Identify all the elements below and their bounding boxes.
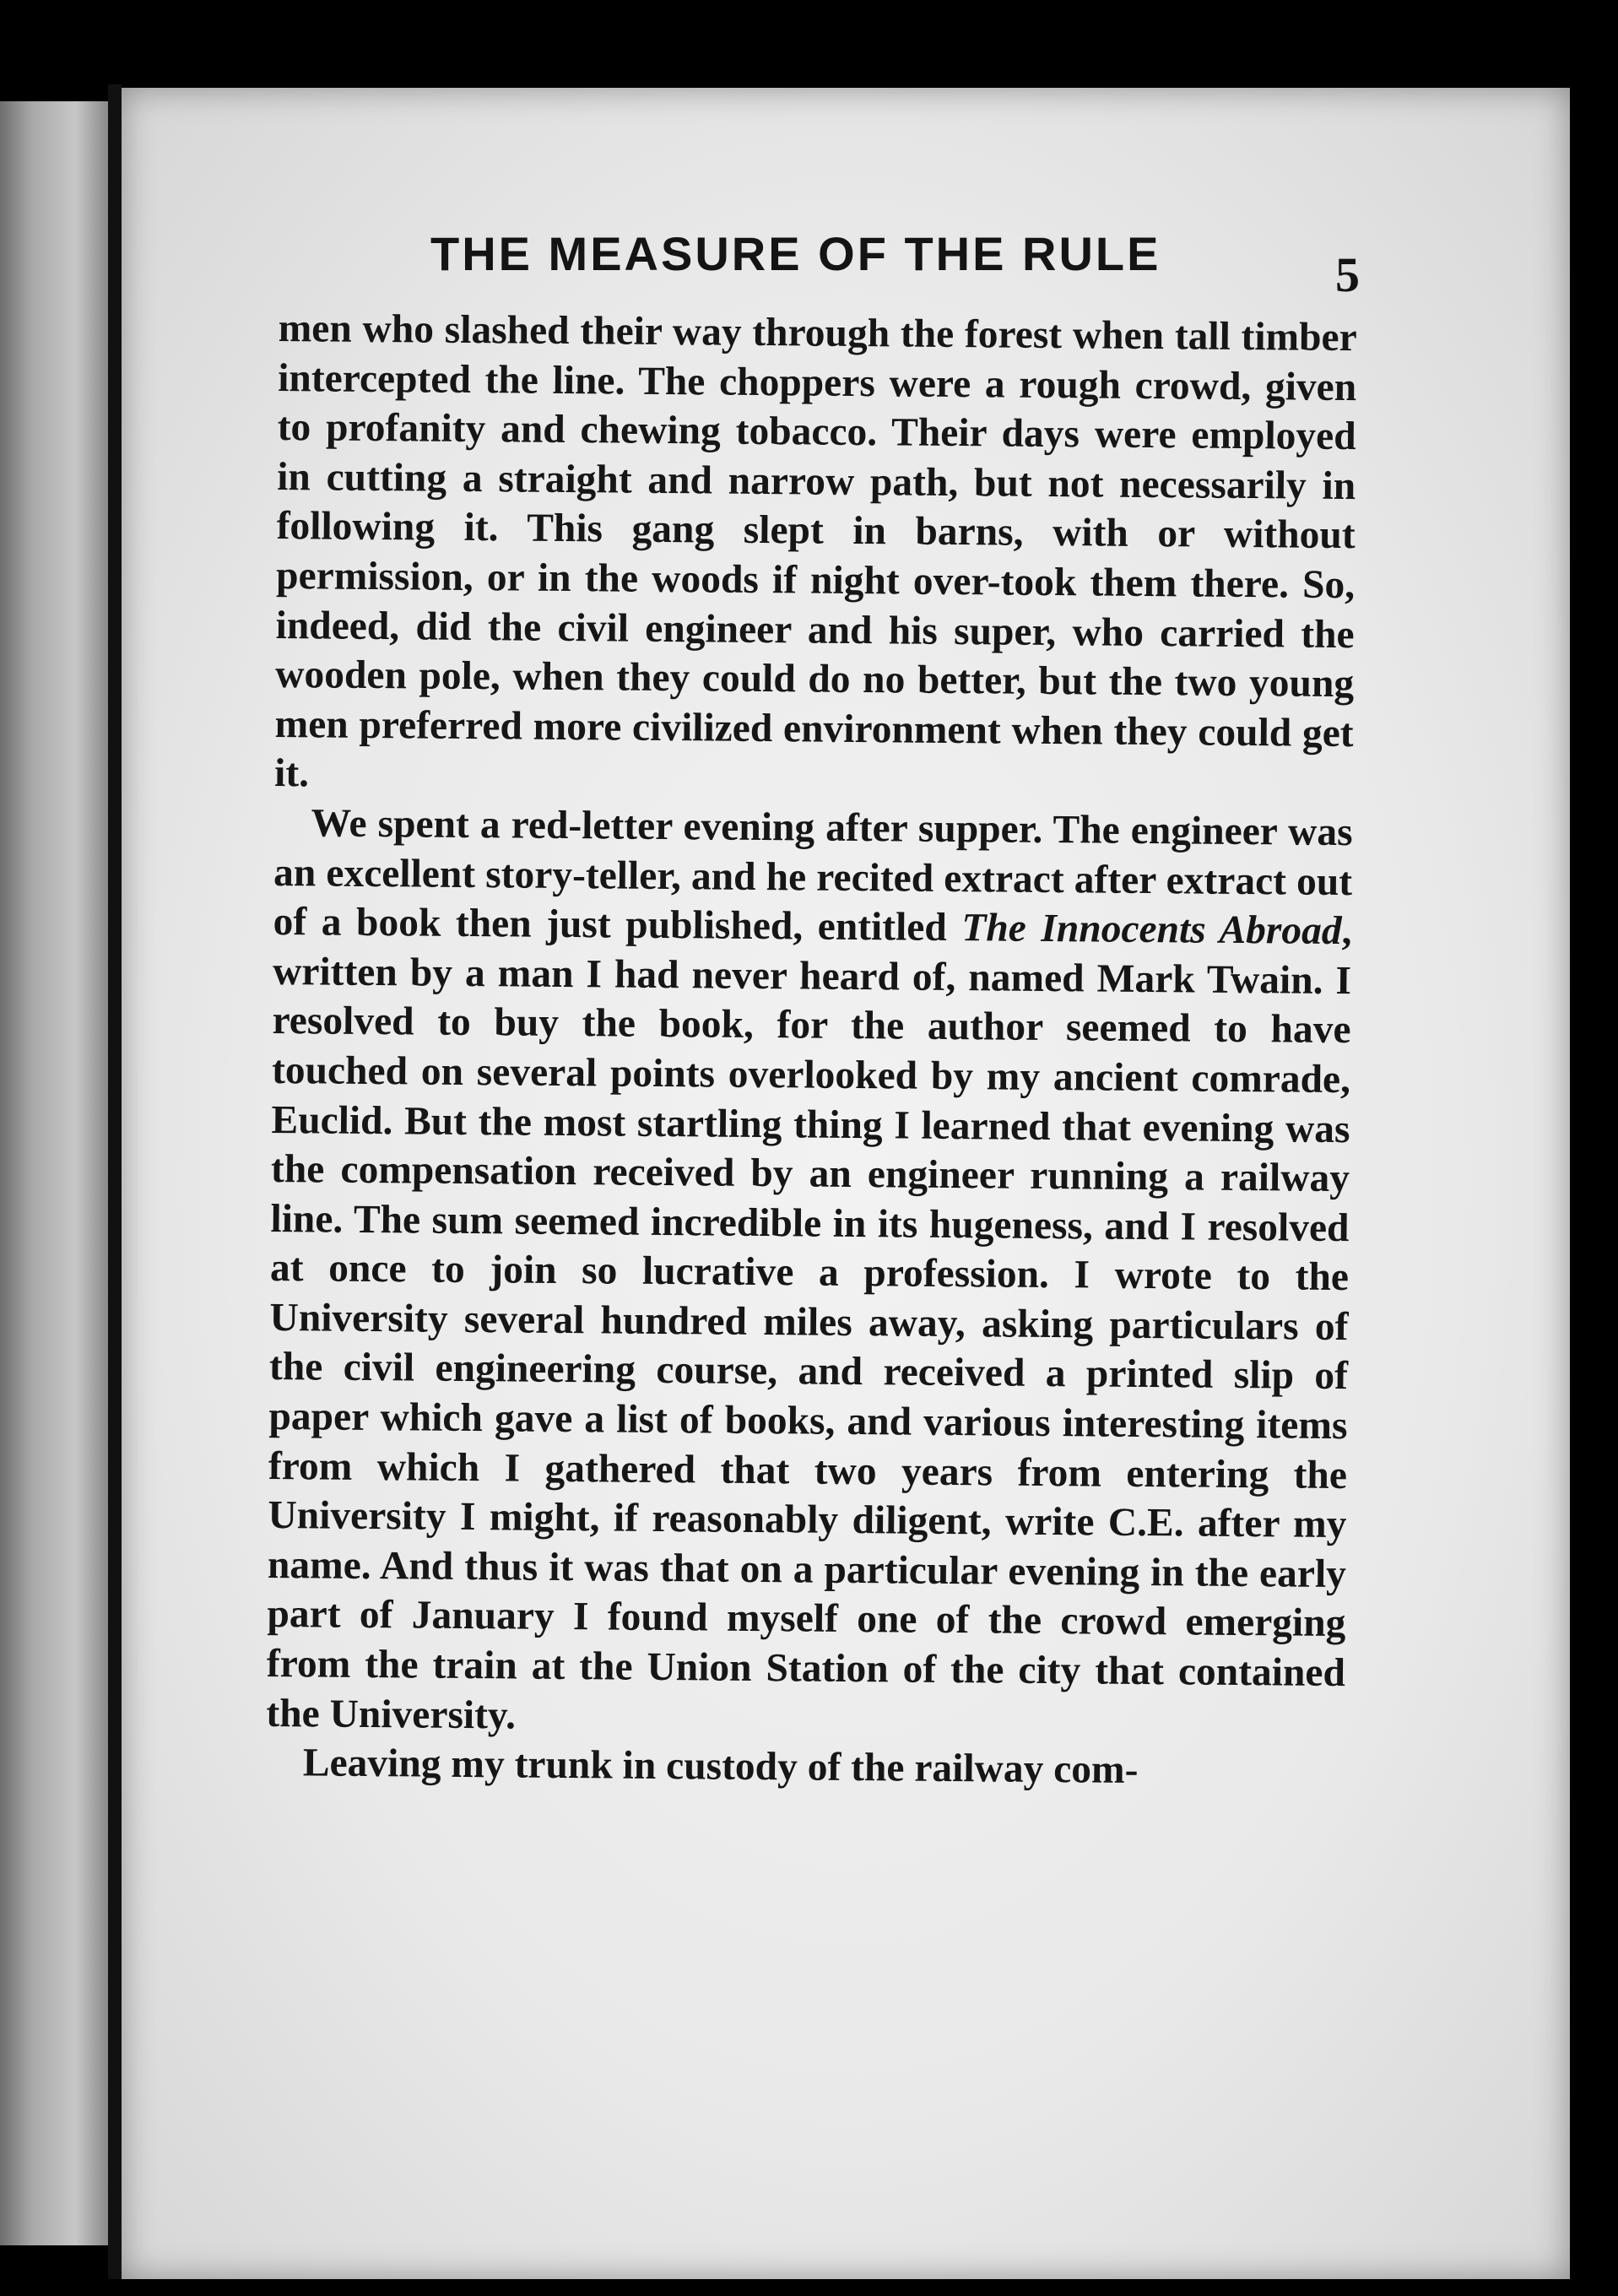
page-number: 5: [1335, 247, 1360, 302]
book-gutter: [108, 84, 122, 2279]
paragraph-1: [274, 304, 1357, 808]
paragraph-3: [266, 1738, 1345, 1797]
paragraph-2-text-start: We spent a red-letter evening after supper. The engineer was an excellent story-teller, and he recited extract after extract out of a book then just published, entitled: [273, 801, 1353, 950]
paragraph-2: [266, 799, 1353, 1747]
right-edge-shadow: [1570, 88, 1618, 2296]
book-title-italic: The Innocents Abroad: [961, 906, 1342, 954]
paragraph-1-text: men who slashed their way through the forest when tall timber intercepted the line. The choppers were a rough crowd, given to profanity and chewing tobacco. Their days were employed in cutting a straight and narrow path, but not necessarily in following it. This gang slept in barns, with or without permission, or in the woods if night over-took them there. So, indeed, did the civil engineer and his super, who carried the wooden pole, when they could do no better, but the two young men preferred more civilized environment when they could get it.: [273, 306, 1357, 796]
paragraph-3-text: Leaving my trunk in custody of the railway com-: [302, 1741, 1139, 1793]
running-head: THE MEASURE OF THE RULE: [430, 227, 1161, 280]
paragraph-2-text-end: , written by a man I had never heard of, named Mark Twain. I resolved to buy the book, for the author seemed to have touched on several points overlooked by my ancient comrade, Euclid. But the most startling thing I learned that evening was the compensation received by an engineer running a railway line. The sum seemed incredible in its hugeness, and I resolved at once to join so lucrative a profession. I wrote to the University several hundred miles away, asking particulars of the civil engineering course, and received a printed slip of paper which gave a list of books, and various interesting items from which I gathered that two years from entering the University I might, if reasonably diligent, write C.E. after my name. And thus it was that on a particular evening in the early part of January I found myself one of the crowd emerging from the train at the Union Station of the city that contained the University.: [266, 909, 1352, 1738]
left-page-edge: [0, 101, 108, 2245]
body-text: [266, 304, 1357, 1797]
